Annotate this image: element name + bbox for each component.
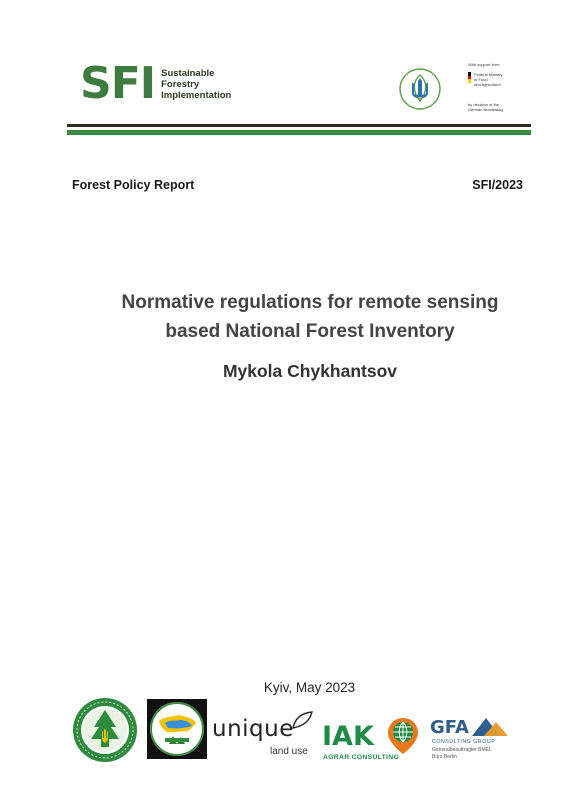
header-rule-dark [67,124,531,127]
iak-word: IAK [322,721,374,752]
report-number: SFI/2023 [472,178,523,192]
title-line: Normative regulations for remote sensing [121,292,499,313]
iak-globe-pin-icon [386,716,420,756]
german-flag [468,72,471,83]
gfa-sub: CONSULTING GROUP [432,739,496,745]
sfi-mark: SFI [80,58,156,109]
title-line: based National Forest Inventory [165,321,455,342]
ukraine-trident-leaf-emblem [398,67,442,111]
bmel-support-block [468,62,538,122]
gfa-consulting-group-logo [430,717,514,765]
bmel-support-text: With support from [468,62,500,67]
unique-word: unique [212,716,294,742]
unique-land-use-logo [212,716,318,764]
gfa-sub: Generalbeauftragter BMEL [432,747,492,753]
bmel-ministry-line: and Agriculture [474,82,501,87]
gfa-triangle-icon [470,716,512,738]
bmel-ministry-line: Federal Ministry [474,72,503,77]
gfa-sub: Büro Berlin [432,754,457,760]
report-type: Forest Policy Report [72,178,195,192]
sfi-tagline [161,68,231,101]
place-date: Kyiv, May 2023 [263,680,356,695]
sfi-logo [80,60,231,108]
unique-sub: land use [270,746,308,757]
forest-agency-seal [72,697,138,763]
bmel-decision-line: by decision of the [468,102,500,107]
sfi-line: Sustainable [161,67,215,79]
sfi-line: Implementation [161,89,232,101]
bmel-ministry-line: of Food [474,77,488,82]
iak-sub: AGRAR CONSULTING [323,754,400,761]
bmel-decision-line: German Bundestag [468,107,503,112]
author: Mykola Chykhantsov [222,361,398,381]
sfi-line: Forestry [161,78,200,90]
document-title [60,288,560,346]
leaf-icon [290,710,314,730]
header-rule-green [67,130,531,135]
forest-inventory-seal [147,699,207,759]
gfa-word: GFA [430,717,469,738]
iak-agrar-consulting-logo [322,718,426,764]
